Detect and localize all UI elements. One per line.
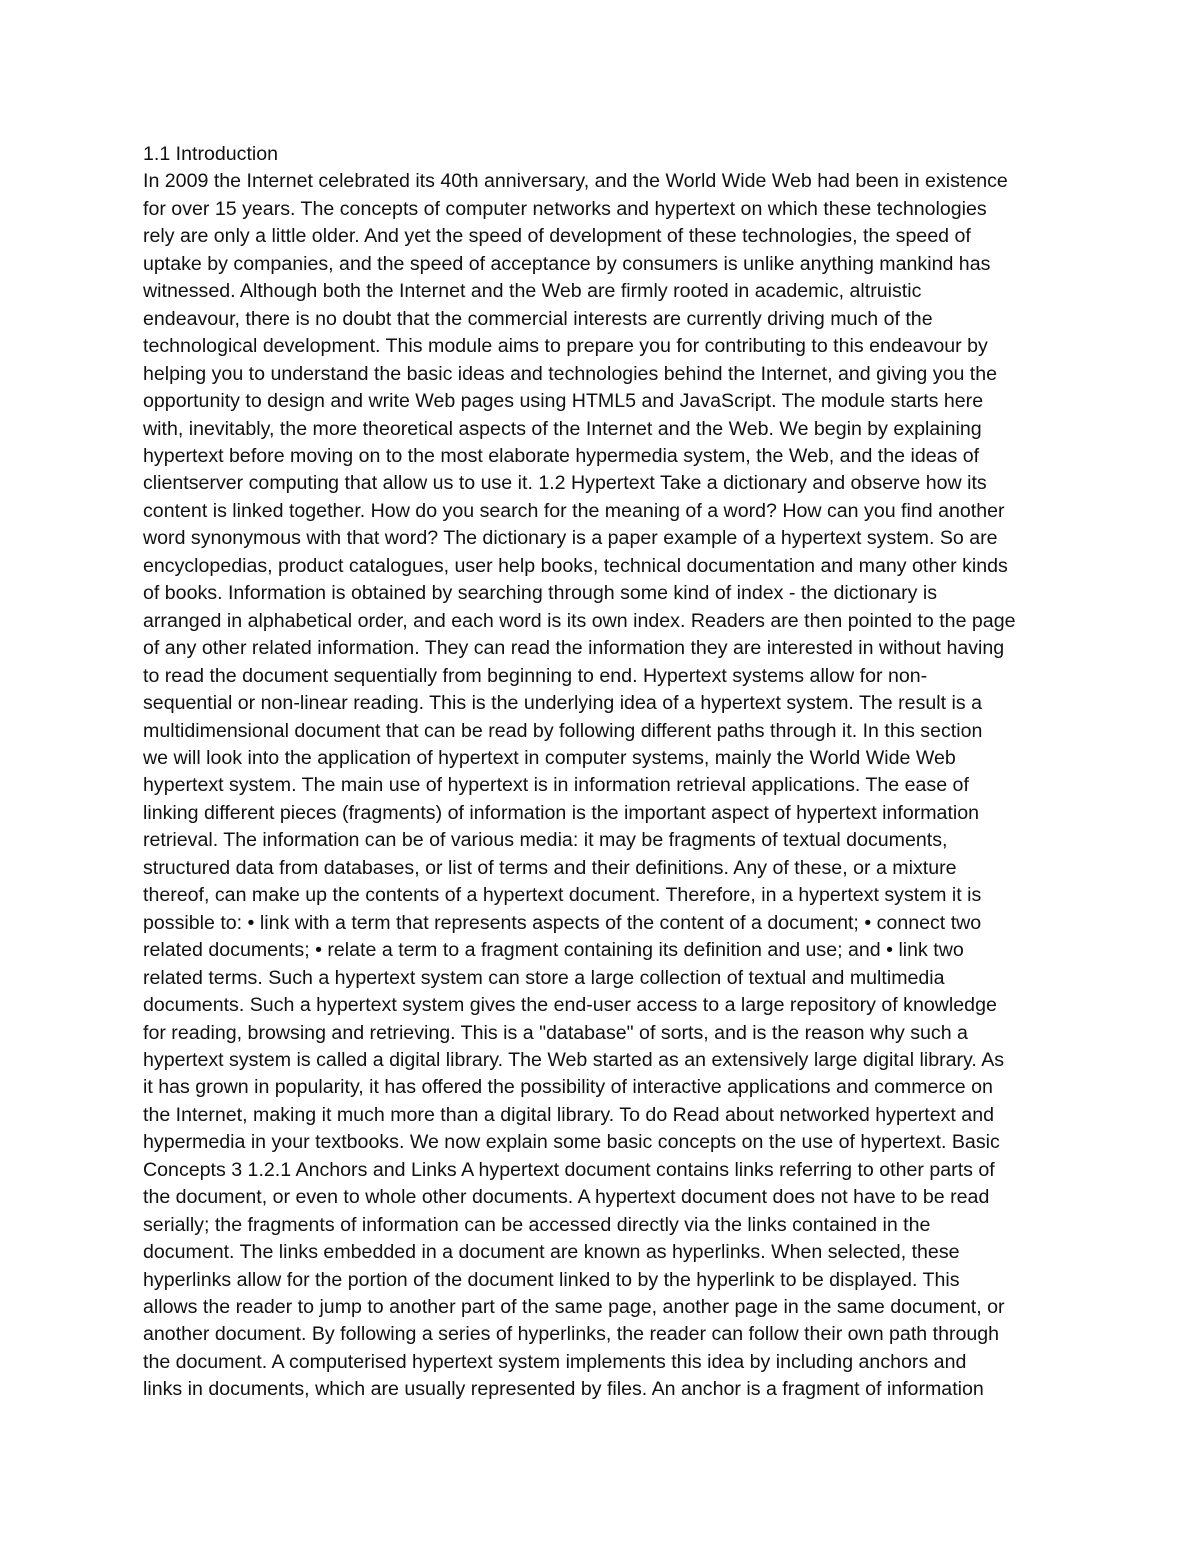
text-line: with, inevitably, the more theoretical aspects of the Internet and the Web. We begin by explaining [143,417,982,440]
text-line: allows the reader to jump to another part of the same page, another page in the same document, or [143,1296,1005,1319]
text-line: related documents; • relate a term to a fragment containing its definition and use; and • link two [143,939,964,962]
text-line: hypertext system is called a digital library. The Web started as an extensively large digital library. As [143,1048,1005,1071]
text-line: arranged in alphabetical order, and each word is its own index. Readers are then pointed to the page [143,609,1016,632]
text-line: rely are only a little older. And yet the speed of development of these technologies, the speed of [143,225,971,248]
text-line: possible to: • link with a term that represents aspects of the content of a document; • connect two [143,911,982,934]
text-line: encyclopedias, product catalogues, user help books, technical documentation and many other kinds [143,554,1008,577]
text-line: uptake by companies, and the speed of acceptance by consumers is unlike anything mankind has [143,252,991,275]
text-line: multidimensional document that can be read by following different paths through it. In this section [143,719,983,742]
text-line: of books. Information is obtained by searching through some kind of index - the dictionary is [143,582,937,605]
text-line: retrieval. The information can be of various media: it may be fragments of textual documents, [143,829,948,852]
text-line: opportunity to design and write Web pages using HTML5 and JavaScript. The module starts here [143,390,984,413]
section-heading: 1.1 Introduction [143,143,279,165]
text-line: document. The links embedded in a document are known as hyperlinks. When selected, these [143,1241,960,1264]
text-line: serially; the fragments of information can be accessed directly via the links contained in the [143,1213,931,1236]
text-line: witnessed. Although both the Internet and the Web are firmly rooted in academic, altruistic [143,280,922,303]
text-line: technological development. This module aims to prepare you for contributing to this endeavour by [143,335,988,358]
text-line: it has grown in popularity, it has offered the possibility of interactive applications and commerce on [143,1076,993,1099]
text-line: hypertext before moving on to the most elaborate hypermedia system, the Web, and the ideas of [143,444,980,467]
text-line: helping you to understand the basic ideas and technologies behind the Internet, and giving you the [143,362,998,385]
text-line: word synonymous with that word? The dictionary is a paper example of a hypertext system. So are [143,527,998,550]
text-line: related terms. Such a hypertext system can store a large collection of textual and multimedia [143,966,945,989]
text-line: sequential or non-linear reading. This is the underlying idea of a hypertext system. The result is a [143,692,983,715]
text-line: of any other related information. They can read the information they are interested in without having [143,637,1005,660]
text-line: the Internet, making it much more than a digital library. To do Read about networked hypertext and [143,1103,994,1126]
text-line: endeavour, there is no doubt that the commercial interests are currently driving much of the [143,307,933,330]
text-line: the document, or even to whole other documents. A hypertext document does not have to be read [143,1186,990,1209]
text-line: hyperlinks allow for the portion of the document linked to by the hyperlink to be displayed. This [143,1268,960,1291]
text-line: for over 15 years. The concepts of computer networks and hypertext on which these technologies [143,197,987,220]
text-line: linking different pieces (fragments) of information is the important aspect of hypertext information [143,801,980,824]
text-line: to read the document sequentially from beginning to end. Hypertext systems allow for non- [143,664,928,687]
text-line: Concepts 3 1.2.1 Anchors and Links A hypertext document contains links referring to other parts of [143,1158,995,1181]
body-text [143,141,1063,1404]
text-line: thereof, can make up the contents of a hypertext document. Therefore, in a hypertext system it is [143,884,982,907]
text-line: structured data from databases, or list of terms and their definitions. Any of these, or a mixture [143,856,957,879]
text-line: hypertext system. The main use of hypertext is in information retrieval applications. The ease of [143,774,969,797]
text-line: hypermedia in your textbooks. We now explain some basic concepts on the use of hypertext. Basic [143,1131,1000,1154]
text-line: In 2009 the Internet celebrated its 40th anniversary, and the World Wide Web had been in existence [143,170,1008,193]
text-line: links in documents, which are usually represented by files. An anchor is a fragment of information [143,1378,984,1401]
text-line: the document. A computerised hypertext system implements this idea by including anchors and [143,1350,967,1373]
text-line: for reading, browsing and retrieving. This is a "database" of sorts, and is the reason why such a [143,1021,968,1044]
text-line: we will look into the application of hypertext in computer systems, mainly the World Wide Web [143,746,956,769]
text-line: content is linked together. How do you search for the meaning of a word? How can you find another [143,499,1005,522]
text-line: clientserver computing that allow us to use it. 1.2 Hypertext Take a dictionary and observe how its [143,472,987,495]
text-line: documents. Such a hypertext system gives the end-user access to a large repository of knowledge [143,994,997,1017]
text-line: another document. By following a series of hyperlinks, the reader can follow their own path through [143,1323,1000,1346]
